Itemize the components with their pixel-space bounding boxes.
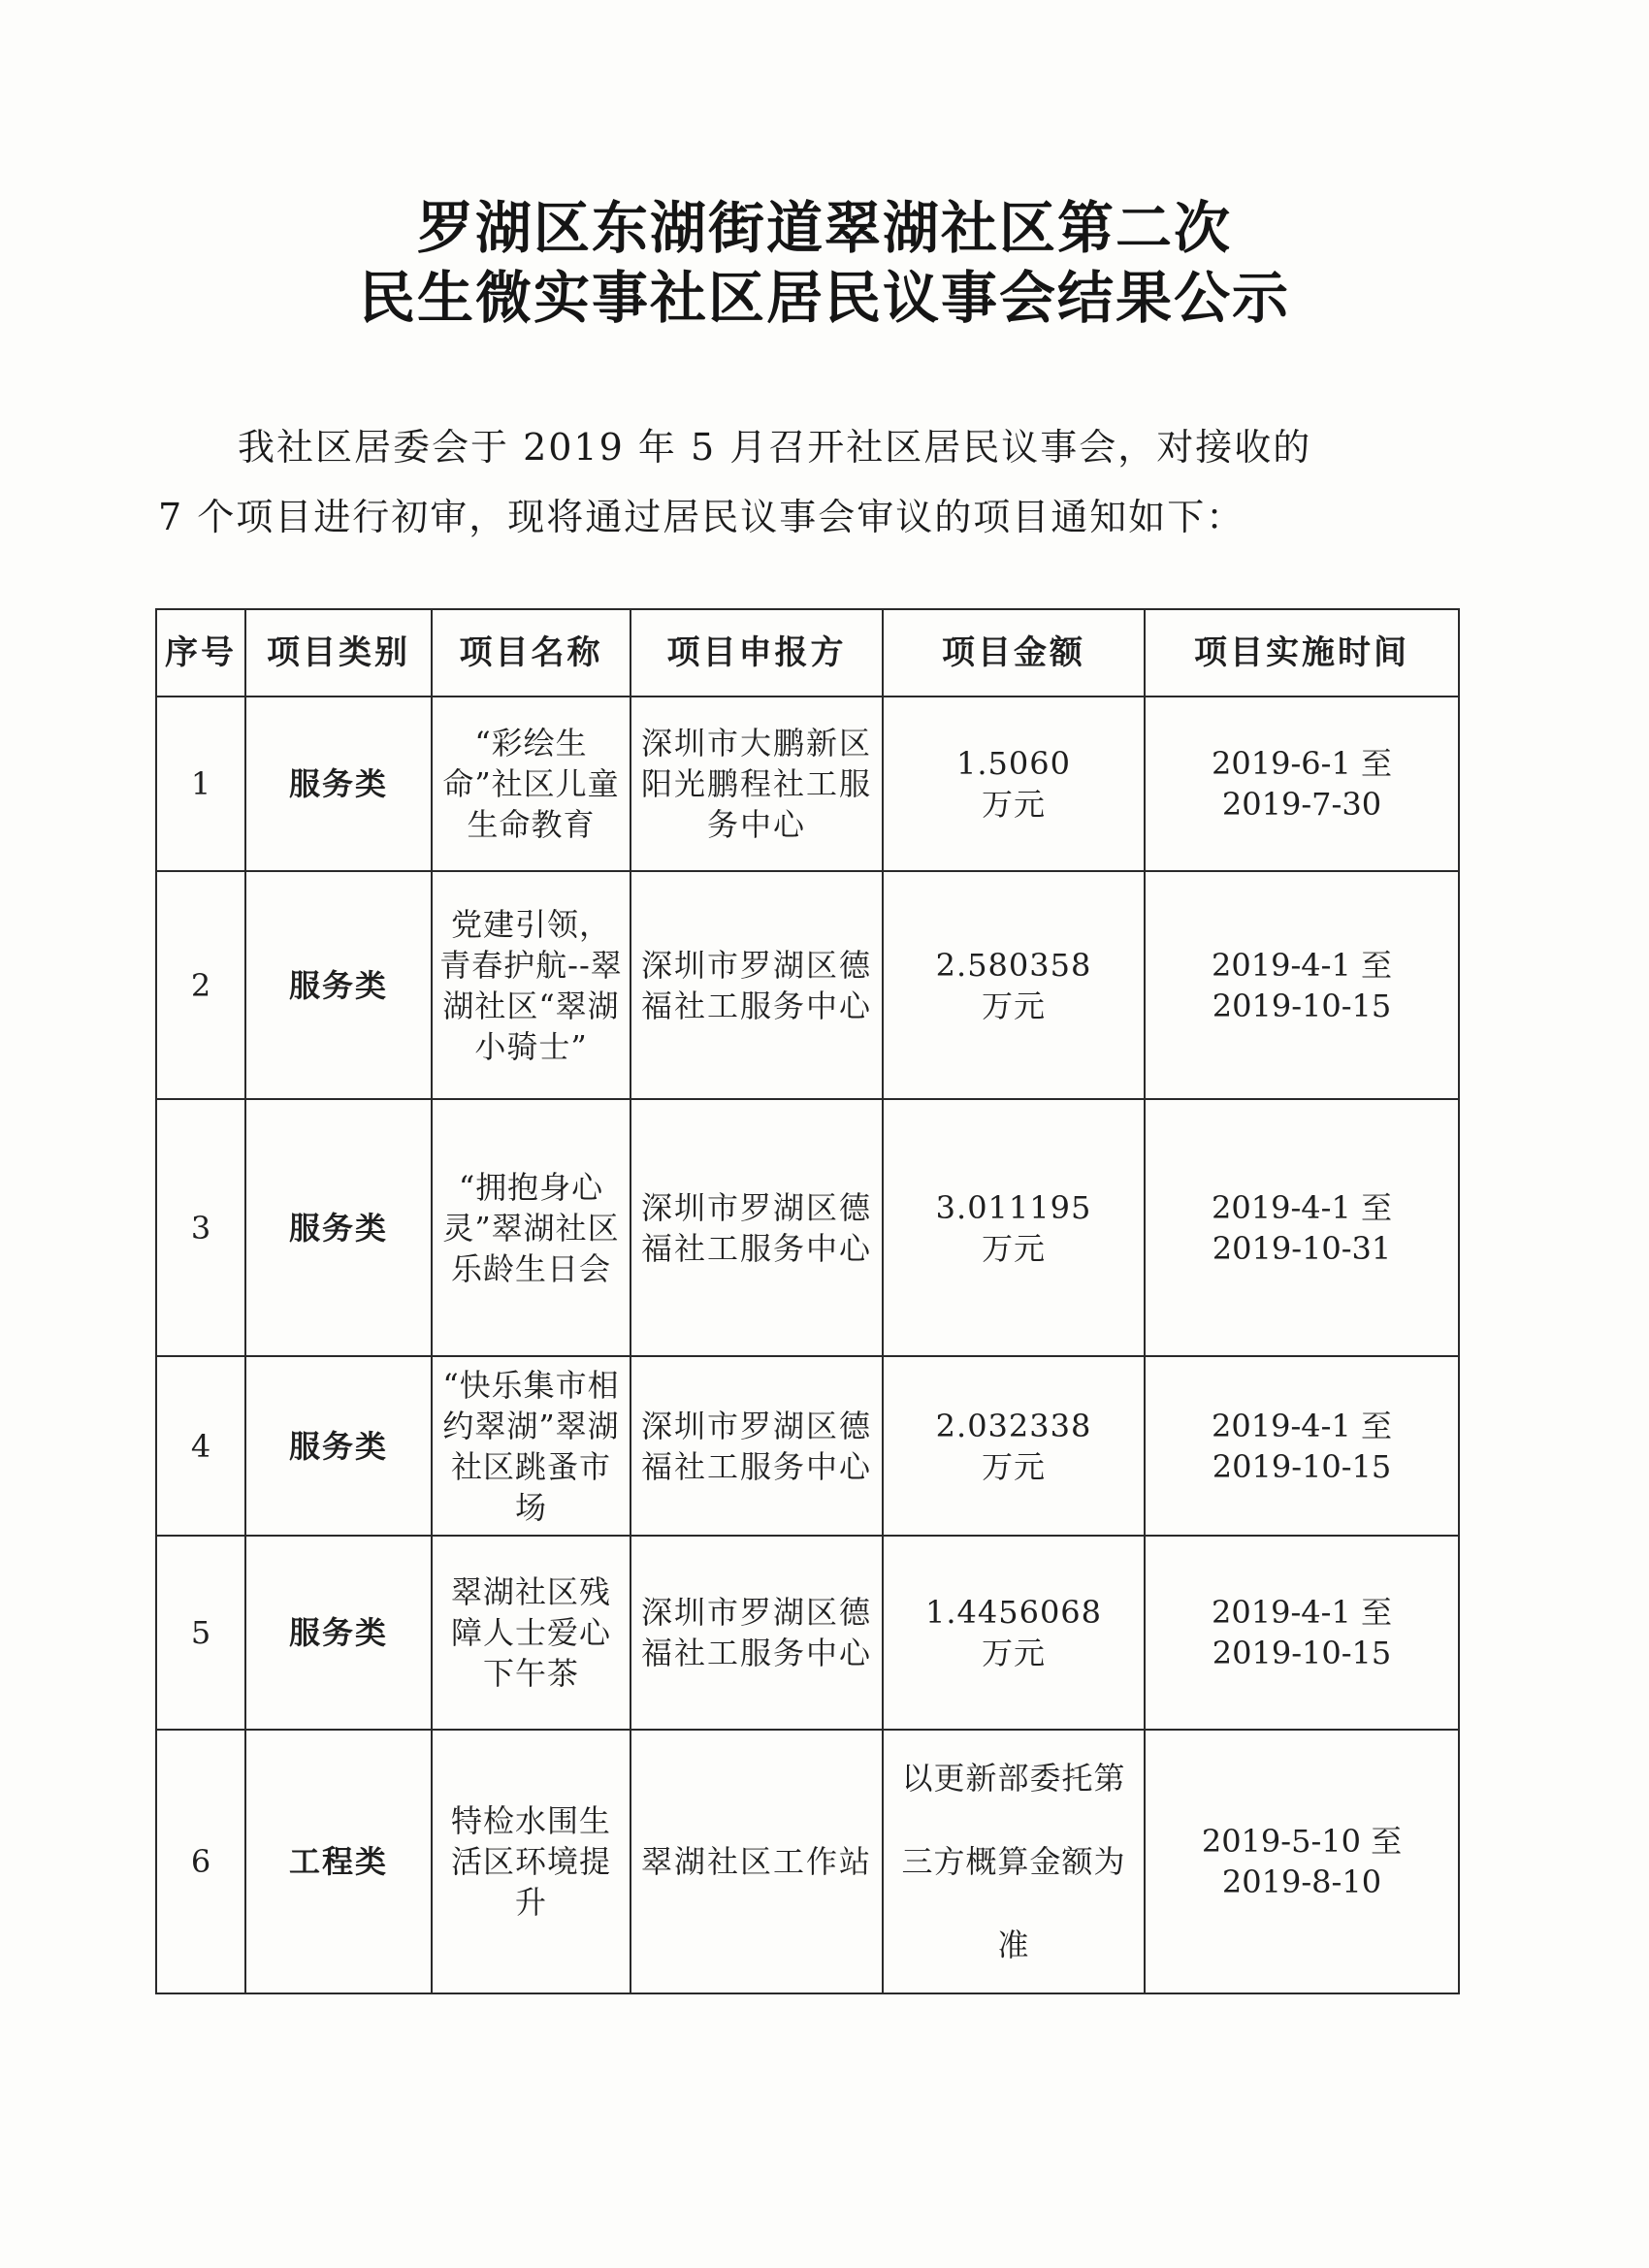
row-applicant: 翠湖社区工作站 <box>630 1730 883 1993</box>
row-amount <box>883 1536 1145 1730</box>
intro-paragraph-line-1: 我社区居委会于 2019 年 5 月召开社区居民议事会，对接收的 <box>238 426 1312 469</box>
row-applicant: 深圳市罗湖区德福社工服务中心 <box>630 1356 883 1536</box>
time-start: 2019-4-1 至 <box>1212 1407 1392 1444</box>
intro-paragraph-line-2: 7 个项目进行初审，现将通过居民议事会审议的项目通知如下： <box>158 496 1245 538</box>
amount-unit: 万元 <box>981 1447 1046 1485</box>
row-seq: 1 <box>156 697 245 871</box>
row-seq: 3 <box>156 1099 245 1356</box>
amount-unit: 万元 <box>981 987 1046 1024</box>
table-row <box>156 1536 1459 1730</box>
row-amount <box>883 1356 1145 1536</box>
amount-unit: 万元 <box>981 1229 1046 1267</box>
row-project-name: “快乐集市相约翠湖”翠湖社区跳蚤市场 <box>432 1356 630 1536</box>
row-category: 服务类 <box>245 1099 432 1356</box>
time-end: 2019-10-31 <box>1212 1229 1392 1267</box>
header-seq: 序号 <box>156 609 245 697</box>
time-start: 2019-5-10 至 <box>1201 1823 1403 1860</box>
time-start: 2019-4-1 至 <box>1212 946 1392 984</box>
row-seq: 5 <box>156 1536 245 1730</box>
row-applicant: 深圳市罗湖区德福社工服务中心 <box>630 1536 883 1730</box>
row-category: 服务类 <box>245 697 432 871</box>
header-name: 项目名称 <box>432 609 630 697</box>
row-project-name: “拥抱身心灵”翠湖社区乐龄生日会 <box>432 1099 630 1356</box>
row-amount <box>883 697 1145 871</box>
time-end: 2019-10-15 <box>1212 1635 1392 1671</box>
row-amount <box>883 1099 1145 1356</box>
table-header-row <box>156 609 1459 697</box>
results-table <box>155 608 1460 1994</box>
time-end: 2019-10-15 <box>1212 987 1392 1024</box>
time-start: 2019-4-1 至 <box>1212 1594 1392 1631</box>
table-row <box>156 871 1459 1099</box>
row-project-name: 党建引领，青春护航--翠湖社区“翠湖小骑士” <box>432 871 630 1099</box>
time-start: 2019-6-1 至 <box>1212 745 1392 782</box>
row-time <box>1145 1536 1459 1730</box>
document-title-line-1: 罗湖区东湖街道翠湖社区第二次 <box>416 195 1232 261</box>
amount-value: 以更新部委托第三方概算金额为准 <box>901 1760 1126 1963</box>
row-project-name: 特检水围生活区环境提升 <box>432 1730 630 1993</box>
row-project-name: “彩绘生命”社区儿童生命教育 <box>432 697 630 871</box>
document-title-line-2: 民生微实事社区居民议事会结果公示 <box>358 265 1290 331</box>
header-category: 项目类别 <box>245 609 432 697</box>
row-category: 服务类 <box>245 871 432 1099</box>
header-time: 项目实施时间 <box>1145 609 1459 697</box>
table-row <box>156 1730 1459 1993</box>
row-amount <box>883 1730 1145 1993</box>
row-category: 服务类 <box>245 1536 432 1730</box>
row-time <box>1145 1099 1459 1356</box>
row-applicant: 深圳市大鹏新区阳光鹏程社工服务中心 <box>630 697 883 871</box>
row-seq: 6 <box>156 1730 245 1993</box>
row-seq: 4 <box>156 1356 245 1536</box>
amount-value: 1.5060 <box>956 745 1071 782</box>
time-end: 2019-8-10 <box>1221 1863 1382 1900</box>
row-amount <box>883 871 1145 1099</box>
row-time <box>1145 1730 1459 1993</box>
amount-value: 2.032338 <box>935 1407 1092 1444</box>
time-end: 2019-10-15 <box>1212 1447 1392 1485</box>
time-start: 2019-4-1 至 <box>1212 1188 1392 1226</box>
row-time <box>1145 871 1459 1099</box>
time-end: 2019-7-30 <box>1221 786 1382 823</box>
row-time <box>1145 697 1459 871</box>
row-seq: 2 <box>156 871 245 1099</box>
row-applicant: 深圳市罗湖区德福社工服务中心 <box>630 871 883 1099</box>
header-org: 项目申报方 <box>630 609 883 697</box>
row-project-name: 翠湖社区残障人士爱心下午茶 <box>432 1536 630 1730</box>
table-row <box>156 697 1459 871</box>
table-row <box>156 1099 1459 1356</box>
row-time <box>1145 1356 1459 1536</box>
header-amount: 项目金额 <box>883 609 1145 697</box>
amount-value: 1.4456068 <box>924 1594 1103 1631</box>
amount-unit: 万元 <box>981 786 1046 823</box>
amount-value: 2.580358 <box>935 946 1092 984</box>
table-row <box>156 1356 1459 1536</box>
row-category: 工程类 <box>245 1730 432 1993</box>
amount-value: 3.011195 <box>935 1188 1092 1226</box>
row-category: 服务类 <box>245 1356 432 1536</box>
amount-unit: 万元 <box>981 1635 1046 1671</box>
row-applicant: 深圳市罗湖区德福社工服务中心 <box>630 1099 883 1356</box>
